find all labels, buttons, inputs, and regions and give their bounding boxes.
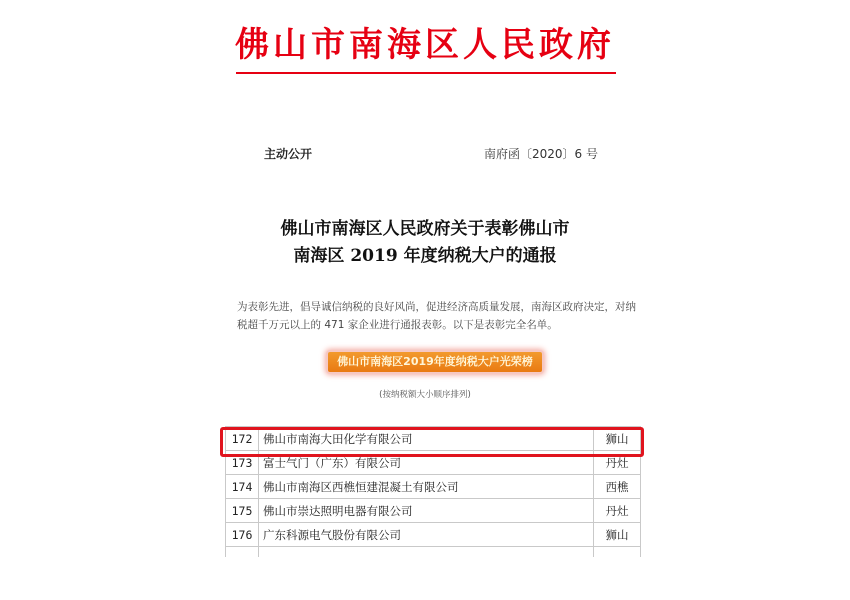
company-name-cell: 佛山市南海大田化学有限公司 xyxy=(259,427,594,451)
rank-cell: 176 xyxy=(226,523,259,547)
rank-cell: 173 xyxy=(226,451,259,475)
table-row-cut-off xyxy=(226,547,641,558)
rank-cell: 172 xyxy=(226,427,259,451)
honor-list-banner xyxy=(328,352,542,372)
notice-body xyxy=(237,298,637,334)
notice-title xyxy=(0,216,850,270)
area-cell: 丹灶 xyxy=(594,499,641,523)
taxpayer-ranking-table xyxy=(225,426,641,557)
document-number: 南府函〔2020〕6 号 xyxy=(484,147,598,161)
notice-body-line-2: 税超千万元以上的 471 家企业进行通报表彰。以下是表彰完全名单。 xyxy=(237,319,558,331)
company-name-cell: 广东科源电气股份有限公司 xyxy=(259,523,594,547)
rank-cell: 174 xyxy=(226,475,259,499)
company-name-cell: 佛山市崇达照明电器有限公司 xyxy=(259,499,594,523)
notice-title-line-1: 佛山市南海区人民政府关于表彰佛山市 xyxy=(280,219,570,239)
table-row xyxy=(226,451,641,475)
table-row xyxy=(226,427,641,451)
table-row xyxy=(226,475,641,499)
sort-order-note: (按纳税额大小顺序排列) xyxy=(379,390,471,400)
area-cell: 狮山 xyxy=(594,523,641,547)
notice-body-line-1: 为表彰先进，倡导诚信纳税的良好风尚，促进经济高质量发展，南海区政府决定，对纳 xyxy=(237,301,636,313)
disclosure-label: 主动公开 xyxy=(264,147,313,161)
government-header-title: 佛山市南海区人民政府 xyxy=(235,25,615,65)
company-name-cell: 富士气门（广东）有限公司 xyxy=(259,451,594,475)
honor-list-banner-text: 佛山市南海区2019年度纳税大户光荣榜 xyxy=(337,355,533,368)
table-row xyxy=(226,523,641,547)
rank-cell: 175 xyxy=(226,499,259,523)
company-name-cell: 佛山市南海区西樵恒建混凝土有限公司 xyxy=(259,475,594,499)
header-red-rule xyxy=(236,72,616,74)
table-row xyxy=(226,499,641,523)
area-cell: 丹灶 xyxy=(594,451,641,475)
notice-title-line-2: 南海区 2019 年度纳税大户的通报 xyxy=(293,246,557,266)
area-cell: 狮山 xyxy=(594,427,641,451)
area-cell: 西樵 xyxy=(594,475,641,499)
